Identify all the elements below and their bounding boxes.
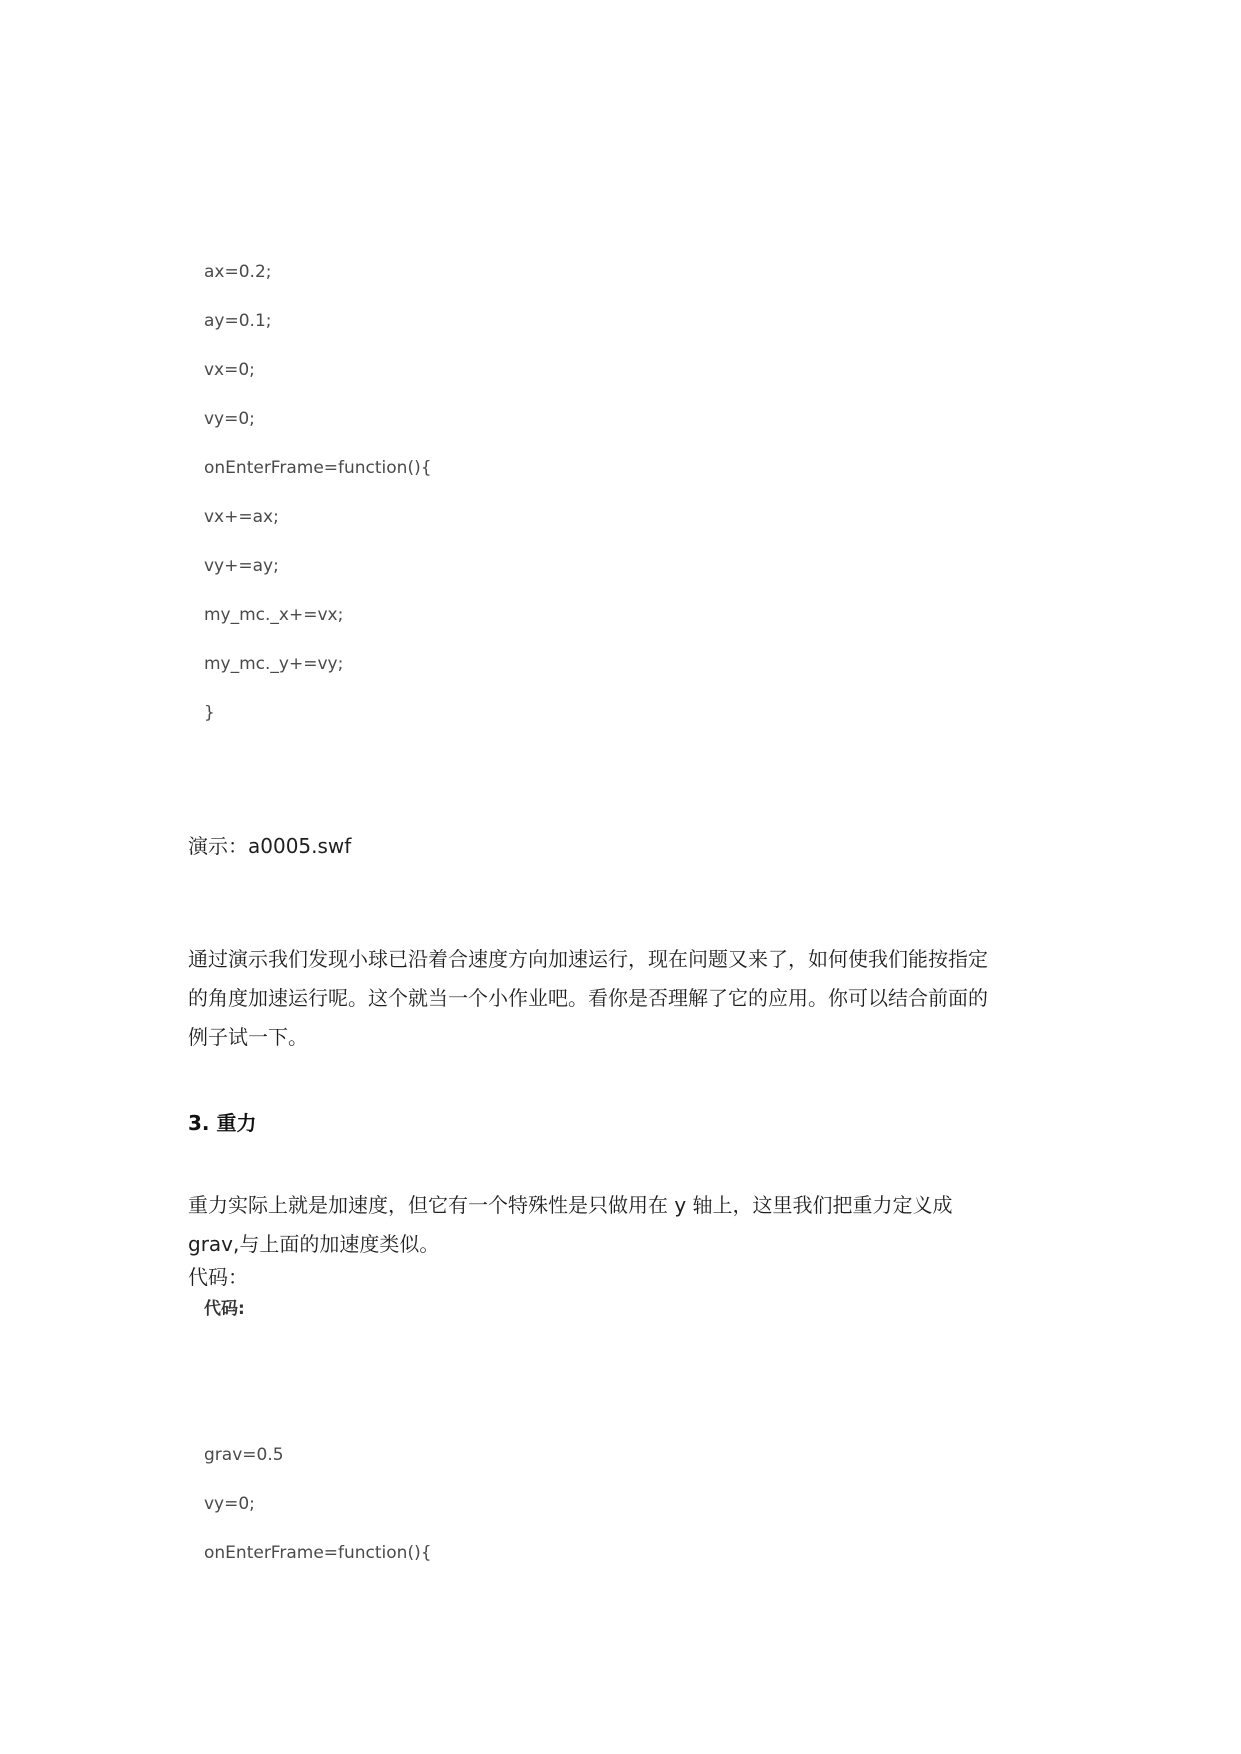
code-line: vy=0;	[204, 1494, 255, 1514]
section-heading: 3. 重力	[188, 1111, 257, 1135]
paragraph-line: 的角度加速运行呢。这个就当一个小作业吧。看你是否理解了它的应用。你可以结合前面的	[188, 986, 988, 1010]
code-line: vx+=ax;	[204, 507, 279, 527]
code-line: vy+=ay;	[204, 556, 279, 576]
code-line: my_mc._x+=vx;	[204, 605, 344, 625]
code-line: grav=0.5	[204, 1445, 284, 1465]
code-line: my_mc._y+=vy;	[204, 654, 344, 674]
code-line: onEnterFrame=function(){	[204, 1543, 432, 1563]
code-line: ay=0.1;	[204, 311, 272, 331]
paragraph-line: 例子试一下。	[188, 1025, 308, 1049]
demo-label: 演示：a0005.swf	[188, 834, 352, 858]
code-line: vy=0;	[204, 409, 255, 429]
code-line: vx=0;	[204, 360, 255, 380]
code-line: }	[204, 703, 215, 723]
code-line: ax=0.2;	[204, 262, 272, 282]
paragraph-line: grav,与上面的加速度类似。	[188, 1232, 440, 1256]
paragraph-line: 通过演示我们发现小球已沿着合速度方向加速运行，现在问题又来了，如何使我们能按指定	[188, 947, 988, 971]
code-block-title: 代码:	[204, 1299, 245, 1319]
code-line: onEnterFrame=function(){	[204, 458, 432, 478]
code-label: 代码：	[188, 1265, 248, 1289]
paragraph-line: 重力实际上就是加速度，但它有一个特殊性是只做用在 y 轴上，这里我们把重力定义成	[188, 1193, 953, 1217]
